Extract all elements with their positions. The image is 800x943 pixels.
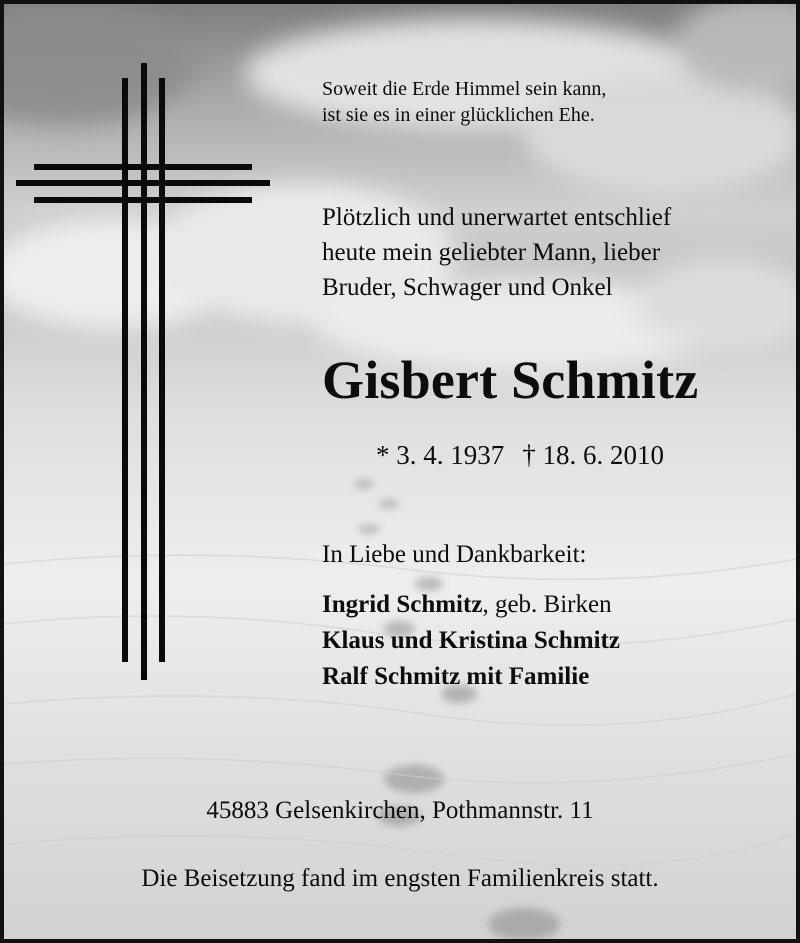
- announcement-line-1: Plötzlich und unerwartet entschlief: [322, 204, 672, 231]
- death-announcement: [322, 200, 671, 305]
- birth-date: * 3. 4. 1937: [376, 440, 505, 470]
- mourners-intro: In Liebe und Dankbarkeit:: [322, 541, 587, 568]
- mourner-maiden-name: , geb. Birken: [482, 591, 612, 618]
- motto-text: [322, 76, 606, 128]
- deceased-name: Gisbert Schmitz: [322, 350, 699, 410]
- announcement-line-3: Bruder, Schwager und Onkel: [322, 274, 613, 301]
- funeral-note: Die Beisetzung fand im engsten Familienkreis statt.: [141, 865, 659, 892]
- motto-line-2: ist sie es in einer glücklichen Ehe.: [322, 104, 595, 126]
- dagger-icon: †: [522, 440, 536, 470]
- mourner-line-2: Klaus und Kristina Schmitz: [322, 627, 620, 654]
- motto-line-1: Soweit die Erde Himmel sein kann,: [322, 78, 607, 100]
- life-dates: [376, 437, 664, 473]
- mourners-list: [322, 587, 620, 695]
- mourner-line-1: [322, 587, 620, 623]
- mourner-line-3: Ralf Schmitz mit Familie: [322, 663, 590, 690]
- announcement-line-2: heute mein geliebter Mann, lieber: [322, 239, 661, 266]
- mourner-name-ingrid: Ingrid Schmitz: [322, 591, 483, 618]
- death-date: 18. 6. 2010: [542, 440, 664, 470]
- address: 45883 Gelsenkirchen, Pothmannstr. 11: [206, 797, 594, 824]
